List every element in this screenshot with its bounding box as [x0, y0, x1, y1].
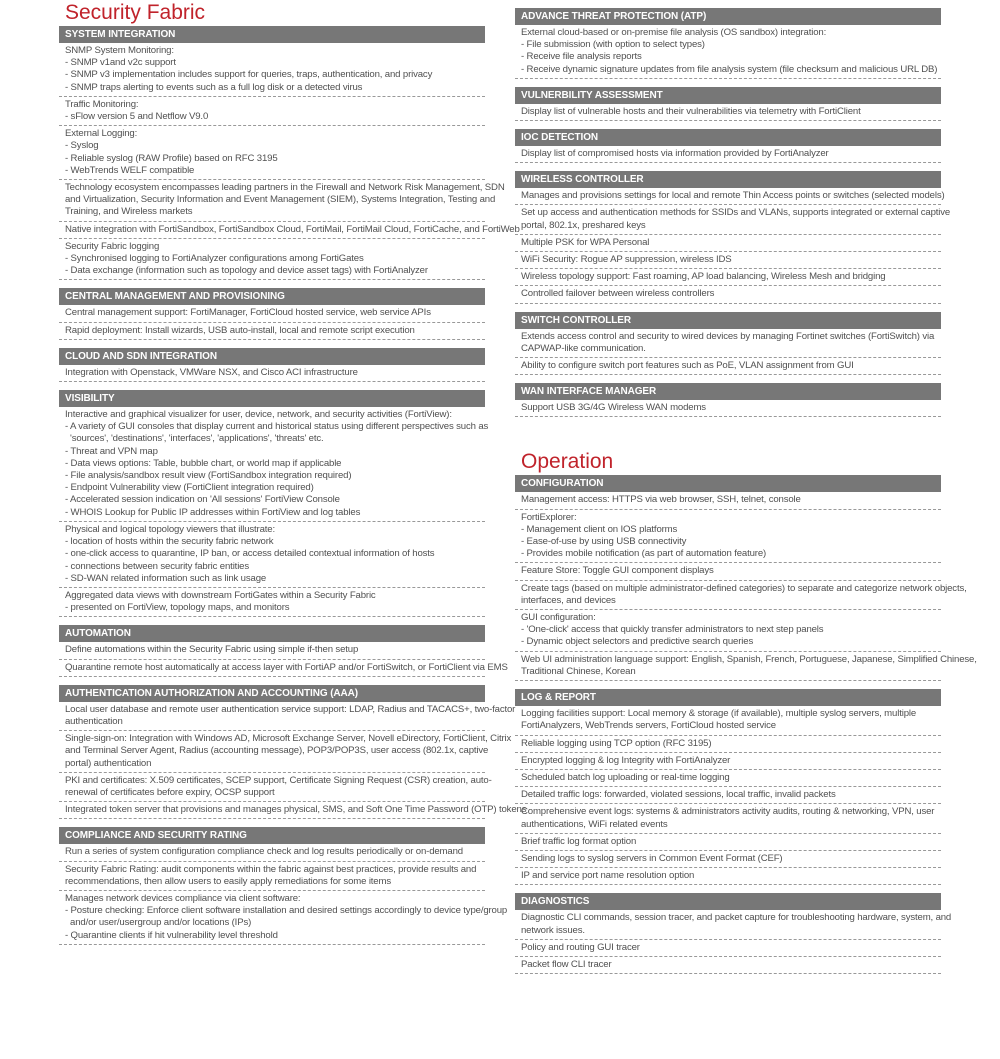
spec-line: - one-click access to quarantine, IP ban, or access detailed contextual information of hosts — [65, 548, 435, 560]
spec-item — [515, 25, 941, 79]
spec-item — [59, 126, 485, 180]
spec-item — [59, 365, 485, 382]
spec-line: Management access: HTTPS via web browser, SSH, telnet, console — [521, 494, 801, 506]
spec-item — [515, 269, 941, 286]
spec-line: Support USB 3G/4G Wireless WAN modems — [521, 402, 706, 414]
spec-item — [515, 286, 941, 303]
spec-line: - Reliable syslog (RAW Profile) based on RFC 3195 — [65, 152, 278, 164]
spec-item — [515, 329, 941, 358]
spec-line: Create tags (based on multiple administrator-defined categories) to separate and categorize network objects, — [521, 582, 967, 594]
spec-item — [59, 43, 485, 97]
left-sections — [59, 26, 527, 945]
section-header: CLOUD AND SDN INTEGRATION — [59, 348, 485, 365]
spec-line: - Data exchange (information such as topology and device asset tags) with FortiAnalyzer — [65, 265, 428, 277]
section-header: ADVANCE THREAT PROTECTION (ATP) — [515, 8, 941, 25]
section-header: VISIBILITY — [59, 390, 485, 407]
spec-line: PKI and certificates: X.509 certificates, SCEP support, Certificate Signing Request (CSR) creation, auto- — [65, 774, 492, 786]
spec-item — [515, 581, 967, 610]
spec-line: Diagnostic CLI commands, session tracer, and packet capture for troubleshooting hardware, system, and — [521, 912, 952, 924]
spec-line: Integrated token server that provisions and manages physical, SMS, and Soft One Time Password (OTP) tokens — [65, 804, 527, 816]
spec-line: WiFi Security: Rogue AP suppression, wireless IDS — [521, 254, 732, 266]
spec-line: Security Fabric Rating: audit components within the fabric against best practices, provide results and — [65, 863, 477, 875]
spec-line: Local user database and remote user authentication service support: LDAP, Radius and TACACS+, two-factor — [65, 703, 516, 715]
spec-line: and Virtualization, Security Information and Event Management (SIEM), Systems Integration, Testing and — [65, 194, 496, 206]
spec-item — [515, 563, 941, 580]
spec-line: - presented on FortiView, topology maps, and monitors — [65, 602, 290, 614]
spec-line: portal) authentication — [65, 757, 152, 769]
spec-line: - SNMP traps alerting to events such as a full log disk or a detected virus — [65, 81, 363, 93]
spec-section — [515, 689, 941, 885]
spec-line: External Logging: — [65, 128, 138, 140]
spec-line: Define automations within the Security Fabric using simple if-then setup — [65, 644, 359, 656]
left-column — [59, 0, 527, 953]
spec-item — [515, 205, 951, 234]
spec-line: Physical and logical topology viewers that illustrate: — [65, 523, 276, 535]
spec-line: portal, 802.1x, preshared keys — [521, 219, 646, 231]
spec-line: SNMP System Monitoring: — [65, 45, 174, 56]
spec-line: authentications, WiFi related events — [521, 818, 668, 830]
section-header: DIAGNOSTICS — [515, 893, 941, 910]
spec-line: Web UI administration language support: English, Spanish, French, Portuguese, Japanese, Simplified Chinese, — [521, 653, 977, 665]
spec-line: Central management support: FortiManager, FortiCloud hosted service, web service APIs — [65, 307, 431, 319]
spec-item — [515, 235, 941, 252]
spec-item — [59, 891, 508, 945]
spec-item — [59, 642, 485, 659]
spec-line: authentication — [65, 715, 123, 727]
spec-line: - Threat and VPN map — [65, 445, 158, 457]
spec-line: - connections between security fabric entities — [65, 560, 250, 572]
spec-item — [59, 407, 489, 522]
spec-section — [59, 390, 489, 617]
spec-line: - Accelerated session indication on 'All sessions' FortiView Console — [65, 494, 340, 506]
spec-item — [515, 787, 941, 804]
spec-item — [515, 610, 941, 652]
spec-item — [515, 834, 941, 851]
spec-item — [59, 222, 520, 239]
spec-item — [515, 804, 941, 833]
spec-line: Sending logs to syslog servers in Common Event Format (CEF) — [521, 852, 783, 864]
spec-line: - 'One-click' access that quickly transfer administrators to next step panels — [521, 624, 824, 636]
spec-line: Integration with Openstack, VMWare NSX, and Cisco ACI infrastructure — [65, 366, 358, 378]
spec-line: IP and service port name resolution option — [521, 870, 695, 882]
spec-line: - SNMP v1and v2c support — [65, 57, 176, 69]
spec-line: Detailed traffic logs: forwarded, violated sessions, local traffic, invalid packets — [521, 789, 836, 801]
spec-item — [515, 753, 941, 770]
spec-line: Wireless topology support: Fast roaming, AP load balancing, Wireless Mesh and bridging — [521, 271, 886, 283]
section-header: SYSTEM INTEGRATION — [59, 26, 485, 43]
spec-item — [59, 97, 485, 126]
security-fabric-title: Security Fabric — [65, 1, 206, 24]
spec-line: renewal of certificates before expiry, OCSP support — [65, 786, 275, 798]
spec-line: - Receive dynamic signature updates from file analysis system (file checksum and malicious URL DB) — [521, 63, 938, 75]
spec-item — [515, 652, 977, 681]
spec-section — [515, 312, 941, 376]
spec-item — [515, 910, 952, 939]
spec-line: - Quarantine clients if hit vulnerability level threshold — [65, 929, 278, 941]
spec-line: - Dynamic object selectors and predictive search queries — [521, 636, 754, 648]
right-column — [515, 8, 977, 982]
spec-line: Security Fabric logging — [65, 240, 160, 252]
spec-line: Set up access and authentication methods for SSIDs and VLANs, supports integrated or external captive — [521, 207, 951, 219]
operation-title: Operation — [521, 450, 614, 474]
spec-item — [59, 522, 485, 588]
spec-line: Technology ecosystem encompasses leading partners in the Firewall and Network Risk Management, SDN — [65, 182, 505, 194]
spec-item — [515, 736, 941, 753]
spec-line: Encrypted logging & log Integrity with FortiAnalyzer — [521, 754, 731, 766]
spec-line: 'sources', 'destinations', 'interfaces', 'applications', 'threats' etc. — [65, 433, 324, 445]
spec-item — [59, 702, 516, 731]
spec-line: - SD-WAN related information such as link usage — [65, 572, 267, 584]
spec-line: Traditional Chinese, Korean — [521, 665, 636, 677]
spec-item — [515, 400, 941, 417]
spec-line: Policy and routing GUI tracer — [521, 941, 640, 953]
spec-item — [59, 802, 527, 819]
spec-item — [59, 239, 485, 281]
spec-line: Interactive and graphical visualizer for user, device, network, and security activities (FortiView): — [65, 409, 452, 421]
spec-line: CAPWAP-like communication. — [521, 342, 646, 354]
spec-line: FortiAnalyzers, WebTrends servers, FortiCloud hosted service — [521, 720, 776, 732]
spec-line: Traffic Monitoring: — [65, 98, 139, 110]
spec-line: Multiple PSK for WPA Personal — [521, 236, 650, 248]
spec-line: Run a series of system configuration compliance check and log results periodically or on-demand — [65, 846, 463, 858]
spec-line: Native integration with FortiSandbox, FortiSandbox Cloud, FortiMail, FortiMail Cloud, FortiCache, and FortiWeb — [65, 223, 520, 235]
right-bottom-sections — [515, 475, 977, 974]
spec-line: recommendations, then allow users to easily apply remediations for some items — [65, 875, 391, 887]
spec-line: - location of hosts within the security fabric network — [65, 536, 274, 548]
spec-line: Controlled failover between wireless controllers — [521, 288, 715, 300]
section-header: CONFIGURATION — [515, 475, 941, 492]
section-header: SWITCH CONTROLLER — [515, 312, 941, 329]
spec-line: Feature Store: Toggle GUI component displays — [521, 565, 714, 577]
spec-line: Display list of vulnerable hosts and their vulnerabilities via telemetry with FortiClient — [521, 105, 861, 117]
spec-line: Brief traffic log format option — [521, 835, 637, 847]
spec-item — [515, 706, 941, 735]
spec-line: - sFlow version 5 and Netflow V9.0 — [65, 111, 209, 123]
spec-item — [515, 252, 941, 269]
spec-line: - Data views options: Table, bubble chart, or world map if applicable — [65, 457, 342, 469]
spec-line: External cloud-based or on-premise file analysis (OS sandbox) integration: — [521, 27, 827, 38]
spec-line: - Management client on IOS platforms — [521, 523, 678, 535]
spec-section — [515, 475, 977, 681]
spec-section — [59, 685, 527, 820]
spec-item — [515, 770, 941, 787]
spec-item — [59, 844, 485, 861]
spec-item — [59, 773, 492, 802]
spec-item — [515, 510, 941, 564]
section-header: LOG & REPORT — [515, 689, 941, 706]
spec-item — [59, 180, 505, 222]
spec-section — [515, 8, 941, 79]
spec-line: Packet flow CLI tracer — [521, 958, 612, 970]
spec-line: Ability to configure switch port features such as PoE, VLAN assignment from GUI — [521, 360, 854, 372]
spec-item — [515, 940, 941, 957]
spec-line: Extends access control and security to wired devices by managing Fortinet switches (FortiSwitch) via — [521, 330, 935, 342]
spec-section — [59, 348, 485, 382]
spec-item — [59, 588, 485, 617]
spec-line: - Posture checking: Enforce client software installation and desired settings accordingly to device type/group — [65, 905, 508, 917]
spec-line: - SNMP v3 implementation includes support for queries, traps, authentication, and privacy — [65, 69, 433, 81]
spec-section — [59, 827, 508, 944]
spec-line: - Provides mobile notification (as part of automation feature) — [521, 548, 767, 560]
spec-line: and Terminal Server Agent, Radius (accounting message), POP3/POP3S, user access (802.1x, captive — [65, 745, 489, 757]
spec-item — [515, 188, 945, 205]
spec-line: - Syslog — [65, 140, 99, 152]
spec-line: and/or user/usergroup and/or locations (IPs) — [65, 917, 252, 929]
spec-line: Manages network devices compliance via client software: — [65, 892, 301, 904]
spec-section — [59, 26, 520, 280]
spec-section — [59, 625, 508, 676]
spec-line: Quarantine remote host automatically at access layer with FortiAP and/or FortiSwitch, or FortiClient via EMS — [65, 661, 508, 673]
spec-line: - Ease-of-use by using USB connectivity — [521, 536, 687, 548]
spec-line: Aggregated data views with downstream FortiGates within a Security Fabric — [65, 589, 376, 601]
spec-section — [59, 288, 485, 339]
spec-section — [515, 383, 941, 417]
spec-item — [59, 323, 485, 340]
spec-line: - Receive file analysis reports — [521, 51, 642, 63]
spec-line: Reliable logging using TCP option (RFC 3195) — [521, 737, 712, 749]
spec-item — [59, 731, 512, 773]
spec-line: - File analysis/sandbox result view (FortiSandbox integration required) — [65, 470, 352, 482]
section-header: WIRELESS CONTROLLER — [515, 171, 941, 188]
spec-line: Training, and Wireless markets — [65, 206, 193, 218]
spec-line: network issues. — [521, 924, 585, 936]
right-top-sections — [515, 8, 951, 417]
spec-section — [515, 893, 952, 974]
spec-item — [515, 358, 941, 375]
spec-item — [515, 104, 941, 121]
section-header: CENTRAL MANAGEMENT AND PROVISIONING — [59, 288, 485, 305]
spec-line: Rapid deployment: Install wizards, USB auto-install, local and remote script execution — [65, 324, 415, 336]
spec-item — [515, 851, 941, 868]
section-header: COMPLIANCE AND SECURITY RATING — [59, 827, 485, 844]
spec-line: GUI configuration: — [521, 612, 596, 624]
spec-item — [59, 660, 508, 677]
spec-line: - Synchronised logging to FortiAnalyzer configurations among FortiGates — [65, 253, 364, 265]
spec-item — [515, 492, 941, 509]
spec-section — [515, 129, 941, 163]
spec-line: Manages and provisions settings for local and remote Thin Access points or switches (selected models) — [521, 190, 945, 202]
spec-line: interfaces, and devices — [521, 594, 616, 606]
spec-item — [515, 868, 941, 885]
spec-item — [59, 862, 485, 891]
section-header: AUTHENTICATION AUTHORIZATION AND ACCOUNTING (AAA) — [59, 685, 485, 702]
spec-line: Comprehensive event logs: systems & administrators activity audits, routing & networking, VPN, user — [521, 806, 935, 818]
section-header: AUTOMATION — [59, 625, 485, 642]
section-header: WAN INTERFACE MANAGER — [515, 383, 941, 400]
spec-line: FortiExplorer: — [521, 511, 577, 523]
spec-line: Scheduled batch log uploading or real-time logging — [521, 771, 730, 783]
spec-line: - WebTrends WELF compatible — [65, 164, 195, 176]
spec-line: Display list of compromised hosts via information provided by FortiAnalyzer — [521, 148, 829, 160]
spec-section — [515, 87, 941, 121]
section-header: VULNERBILITY ASSESSMENT — [515, 87, 941, 104]
spec-line: - File submission (with option to select types) — [521, 39, 705, 51]
spec-line: Single-sign-on: Integration with Windows AD, Microsoft Exchange Server, Novell eDirectory, FortiClient, Citrix — [65, 733, 512, 745]
spec-line: - WHOIS Lookup for Public IP addresses within FortiView and log tables — [65, 506, 361, 518]
section-header: IOC DETECTION — [515, 129, 941, 146]
spec-line: - Endpoint Vulnerability view (FortiClient integration required) — [65, 482, 314, 494]
spec-item — [515, 146, 941, 163]
spec-section — [515, 171, 951, 303]
spec-item — [515, 957, 941, 974]
spec-item — [59, 305, 485, 322]
spec-line: - A variety of GUI consoles that display current and historical status using different perspectives such as — [65, 421, 489, 433]
spec-line: Logging facilities support: Local memory & storage (if available), multiple syslog servers, multiple — [521, 708, 917, 720]
